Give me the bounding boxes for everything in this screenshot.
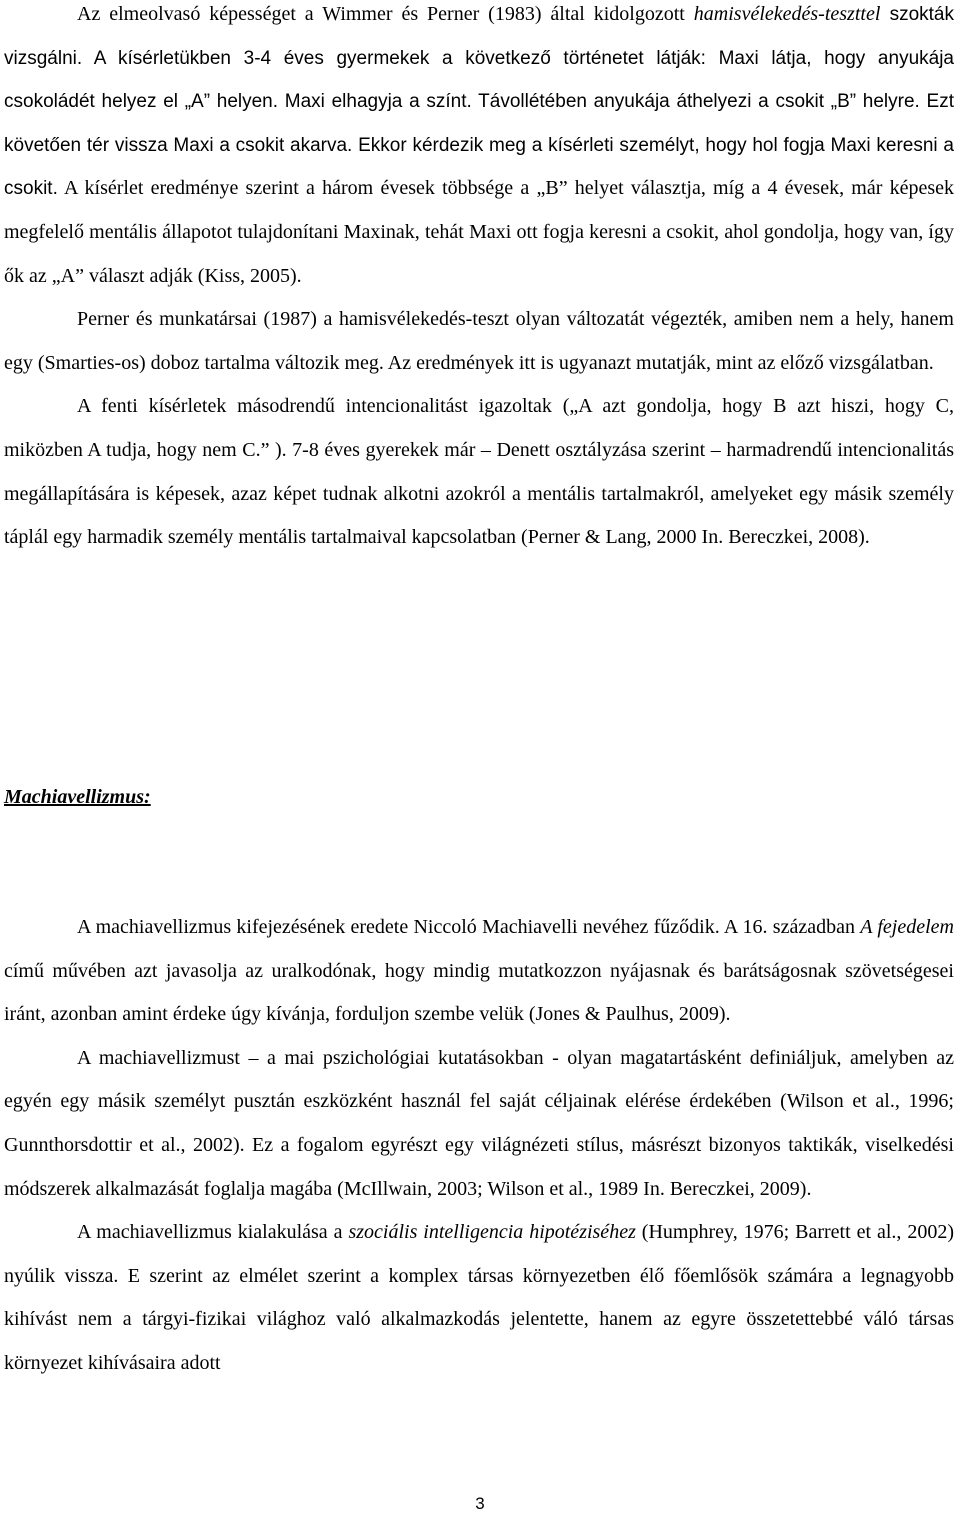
page-number: 3: [475, 1494, 485, 1513]
italic-term-false-belief-test: hamisvélekedés-teszttel: [693, 3, 881, 25]
paragraph-text-sans: szokták vizsgálni. A kísérletükben 3-4 éves gyermekek a következő történetet látják: Maxi látja, hogy anyukája csokoládét helyez el „A” helyen. Maxi elhagyja a színt. Távollétében anyukája áthelyezi a csokit „B” helyre. Ezt követően tér vissza Maxi a csokit akarva. Ekkor kérdezik meg a kísérleti személyt, hogy hol fogja Maxi keresni a csokit.: [4, 4, 954, 200]
paragraph-text: A kísérlet eredménye szerint a három évesek többsége a „B” helyet választja, míg a 4 évesek, már képesek megfelelő mentális állapotot tulajdonítani Maxinak, tehát Maxi ott fogja keresni a csokit, ahol gondolja, hogy van, így ők az „A” választ adják (Kiss, 2005).: [4, 177, 954, 287]
italic-term-social-intelligence: szociális intelligencia hipotéziséhez: [348, 1221, 636, 1244]
text-block-top: [4, 0, 954, 560]
paragraph-text: (Humphrey, 1976; Barrett et al., 2002) nyúlik vissza. E szerint az elmélet szerint a komplex társas környezetben élő főemlősök számára a legnagyobb kihívást nem a tárgyi-fizikai világhoz való alkalmazkodás jelentette, hanem az egyre összetettebbé váló társas környezet kihívásaira adott: [4, 1221, 955, 1374]
paragraph-perner-1987: Perner és munkatársai (1987) a hamisvélekedés-teszt olyan változatát végezték, amiben nem a hely, hanem egy (Smarties-os) doboz tartalma változik meg. Az eredmények itt is ugyanazt mutatják, mint az előző vizsgálatban.: [4, 308, 954, 374]
paragraph-text: A machiavellizmus kifejezésének eredete Niccoló Machiavelli nevéhez fűződik. A 16. században: [77, 916, 861, 938]
paragraph-second-order-intentionality: A fenti kísérletek másodrendű intencionalitást igazoltak („A azt gondolja, hogy B azt hiszi, hogy C, miközben A tudja, hogy nem C.” ). 7-8 éves gyerekek már – Denett osztályzása szerint – harmadrendű intencionalitás megállapítására is képesek, azaz képet tudnak alkotni azokról a mentális tartalmakról, amelyeket egy másik személy táplál egy harmadik személy mentális tartalmaival kapcsolatban (Perner & Lang, 2000 In. Bereczkei, 2008).: [4, 395, 954, 549]
paragraph-text: című művében azt javasolja az uralkodónak, hogy mindig mutatkozzon nyájasnak és barátságosnak szövetségesei iránt, azonban amint érdeke úgy kívánja, forduljon szembe velük (Jones & Paulhus, 2009).: [4, 959, 954, 1026]
paragraph-origin-machiavellism: [4, 906, 954, 1037]
italic-title-a-fejedelem: A fejedelem: [860, 916, 954, 938]
paragraph-social-intelligence: [4, 1211, 954, 1385]
text-block-machiavellism: [4, 906, 954, 1386]
paragraph-text: Az elmeolvasó képességet a Wimmer és Perner (1983) által kidolgozott: [77, 3, 694, 25]
section-heading-machiavellizmus: Machiavellizmus:: [4, 786, 151, 808]
paragraph-false-belief-test: [4, 0, 954, 298]
paragraph-definition-machiavellism: A machiavellizmust – a mai pszichológiai kutatásokban - olyan magatartásként definiáljuk, amelyben az egyén egy másik személyt pusztán eszközként használ fel saját céljainak elérése érdekében (Wilson et al., 1996; Gunnthorsdottir et al., 2002). Ez a fogalom egyrészt egy világnézeti stílus, másrészt bizonyos taktikák, viselkedési módszerek alkalmazását foglalja magába (McIllwain, 2003; Wilson et al., 1989 In. Bereczkei, 2009).: [4, 1046, 954, 1200]
paragraph-text: A machiavellizmus kialakulása a: [77, 1221, 349, 1244]
